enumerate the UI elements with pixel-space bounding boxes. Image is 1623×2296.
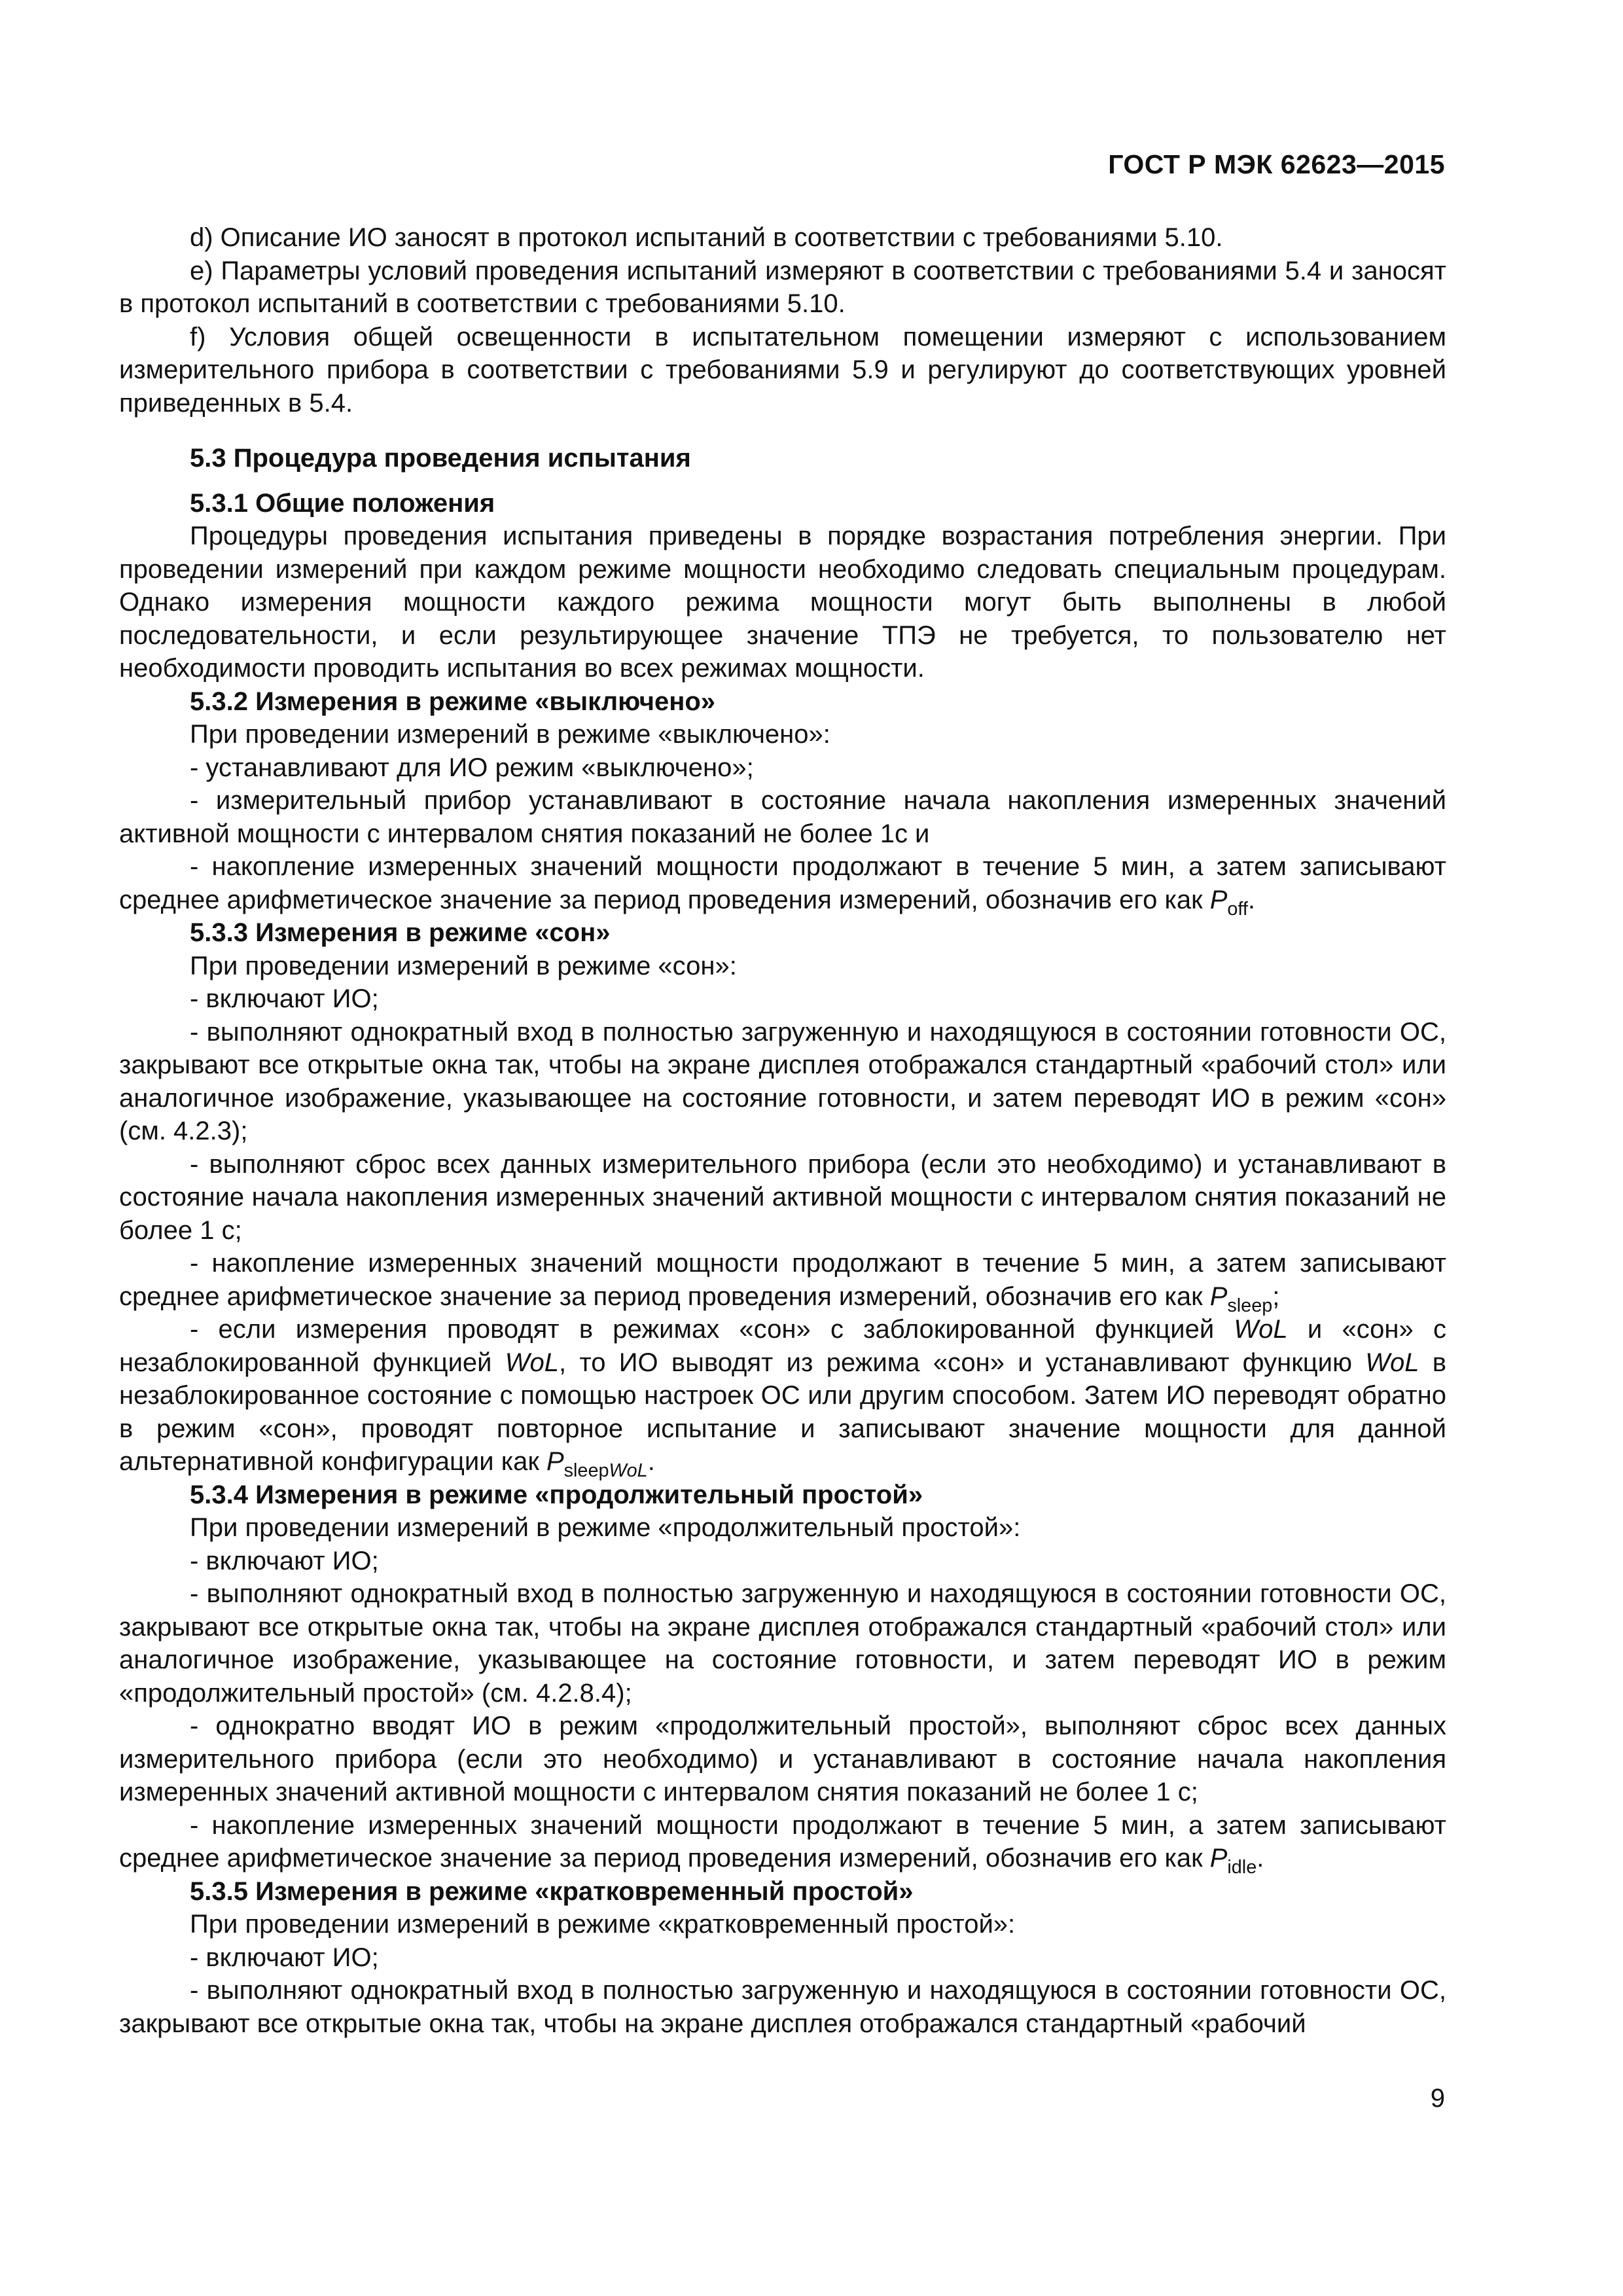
punctuation: . bbox=[1247, 885, 1256, 914]
paragraph-5-3-4-intro: При проведении измерений в режиме «продолжительный простой»: bbox=[190, 1513, 1021, 1542]
list-item-5-3-5-1: - включают ИО; bbox=[190, 1943, 379, 1972]
list-item-text: - накопление измеренных значений мощности продолжают в течение 5 мин, а затем записывают среднее арифметическое значение за период проведения измерений, обозначив его как bbox=[119, 852, 1446, 914]
section-heading-5-3: 5.3 Процедура проведения испытания bbox=[190, 444, 691, 473]
symbol-p: P bbox=[546, 1447, 564, 1476]
term-wol: WoL bbox=[1234, 1315, 1288, 1344]
list-item-5-3-2-2: - измерительный прибор устанавливают в состояние начала накопления измеренных значений активной мощности с интервалом снятия показаний не более 1с и bbox=[119, 786, 1446, 848]
subsection-heading-5-3-1: 5.3.1 Общие положения bbox=[190, 488, 495, 518]
list-item-text: - если измерения проводят в режимах «сон» с заблокированной функцией bbox=[190, 1315, 1234, 1344]
list-item-5-3-2-1: - устанавливают для ИО режим «выключено»; bbox=[190, 753, 754, 782]
paragraph-f: f) Условия общей освещенности в испытательном помещении измеряют с использованием измерительного прибора в соответствии с требованиями 5.9 и регулируют до соответствующих уровней приведенных в 5.4. bbox=[119, 322, 1446, 418]
list-item-5-3-4-1: - включают ИО; bbox=[190, 1546, 379, 1575]
list-item-text: в незаблокированное состояние с помощью настроек ОС или другим способом. Затем ИО переводят обратно в режим «сон», проводят повторное испытание и записывают значение мощности для данной альтернативной конфигурации как bbox=[119, 1348, 1446, 1476]
list-item-5-3-3-1: - включают ИО; bbox=[190, 984, 379, 1013]
term-wol: WoL bbox=[1365, 1348, 1419, 1377]
list-item-5-3-4-3: - однократно вводят ИО в режим «продолжительный простой», выполняют сброс всех данных измерительного прибора (если это необходимо) и устанавливают в состояние начала накопления измеренных значений активной мощности с интервалом снятия показаний не более 1 с; bbox=[119, 1712, 1446, 1806]
list-item-text: , то ИО выводят из режима «сон» и устанавливают функцию bbox=[559, 1348, 1366, 1377]
paragraph-5-3-3-intro: При проведении измерений в режиме «сон»: bbox=[190, 951, 737, 980]
subsection-heading-5-3-4: 5.3.4 Измерения в режиме «продолжительный простой» bbox=[190, 1480, 923, 1509]
list-item-text: - накопление измеренных значений мощности продолжают в течение 5 мин, а затем записывают среднее арифметическое значение за период проведения измерений, обозначив его как bbox=[119, 1249, 1446, 1311]
subscript-sleep: sleep bbox=[1227, 1295, 1273, 1316]
punctuation: ; bbox=[1272, 1282, 1280, 1311]
subscript-sleep: sleep bbox=[563, 1460, 609, 1482]
list-item-5-3-3-2: - выполняют однократный вход в полностью загруженную и находящуюся в состоянии готовности ОС, закрывают все открытые окна так, чтобы на экране дисплея отображался стандартный «рабочий стол» или аналогичное изображение, указывающее на состояние готовности, и затем переводят ИО в режим «сон» (см. 4.2.3); bbox=[119, 1017, 1446, 1145]
subsection-heading-5-3-2: 5.3.2 Измерения в режиме «выключено» bbox=[190, 687, 716, 716]
subsection-heading-5-3-5: 5.3.5 Измерения в режиме «кратковременный простой» bbox=[190, 1876, 914, 1906]
list-item-5-3-2-3 bbox=[119, 850, 1446, 920]
list-item-text: - накопление измеренных значений мощности продолжают в течение 5 мин, а затем записывают среднее арифметическое значение за период проведения измерений, обозначив его как bbox=[119, 1810, 1446, 1873]
subsection-heading-5-3-3: 5.3.3 Измерения в режиме «сон» bbox=[190, 918, 611, 947]
list-item-5-3-5-2: - выполняют однократный вход в полностью загруженную и находящуюся в состоянии готовности ОС, закрывают все открытые окна так, чтобы на экране дисплея отображался стандартный «рабочий bbox=[119, 1976, 1446, 2038]
symbol-p: P bbox=[1209, 885, 1228, 914]
list-item-5-3-3-3: - выполняют сброс всех данных измерительного прибора (если это необходимо) и устанавливают в состояние начала накопления измеренных значений активной мощности с интервалом снятия показаний не более 1 с; bbox=[119, 1149, 1446, 1245]
list-item-text: и «сон» с незаблокированной функцией bbox=[119, 1315, 1446, 1377]
symbol-p: P bbox=[1209, 1844, 1228, 1873]
paragraph-5-3-1: Процедуры проведения испытания приведены в порядке возрастания потребления энергии. При проведении измерений при каждом режиме мощности необходимо следовать специальным процедурам. Однако измерения мощности каждого режима мощности могут быть выполнены в любой последовательности, и если результирующее значение ТПЭ не требуется, то пользователю нет необходимости проводить испытания во всех режимах мощности. bbox=[119, 522, 1446, 683]
term-wol: WoL bbox=[505, 1348, 560, 1377]
page-number: 9 bbox=[1430, 2084, 1445, 2113]
list-item-5-3-4-4 bbox=[119, 1809, 1446, 1878]
paragraph-5-3-5-intro: При проведении измерений в режиме «кратковременный простой»: bbox=[190, 1910, 1016, 1939]
subscript-off: off bbox=[1227, 898, 1248, 920]
list-item-5-3-3-4 bbox=[119, 1247, 1446, 1316]
punctuation: . bbox=[1257, 1844, 1264, 1873]
paragraph-e: e) Параметры условий проведения испытаний измеряют в соответствии с требованиями 5.4 и заносят в протокол испытаний в соответствии с требованиями 5.10. bbox=[119, 256, 1446, 318]
document-header: ГОСТ Р МЭК 62623—2015 bbox=[1108, 149, 1445, 179]
list-item-5-3-3-5 bbox=[119, 1313, 1446, 1482]
paragraph-5-3-2-intro: При проведении измерений в режиме «выключено»: bbox=[190, 720, 830, 749]
subscript-idle: idle bbox=[1227, 1857, 1257, 1878]
subscript-wol: WoL bbox=[609, 1460, 648, 1482]
punctuation: . bbox=[647, 1447, 655, 1476]
page-body bbox=[119, 221, 1446, 2040]
symbol-p: P bbox=[1209, 1282, 1228, 1311]
paragraph-d: d) Описание ИО заносят в протокол испытаний в соответствии с требованиями 5.10. bbox=[190, 223, 1223, 252]
list-item-5-3-4-2: - выполняют однократный вход в полностью загруженную и находящуюся в состоянии готовности ОС, закрывают все открытые окна так, чтобы на экране дисплея отображался стандартный «рабочий стол» или аналогичное изображение, указывающее на состояние готовности, и затем переводят ИО в режим «продолжительный простой» (см. 4.2.8.4); bbox=[119, 1579, 1446, 1708]
